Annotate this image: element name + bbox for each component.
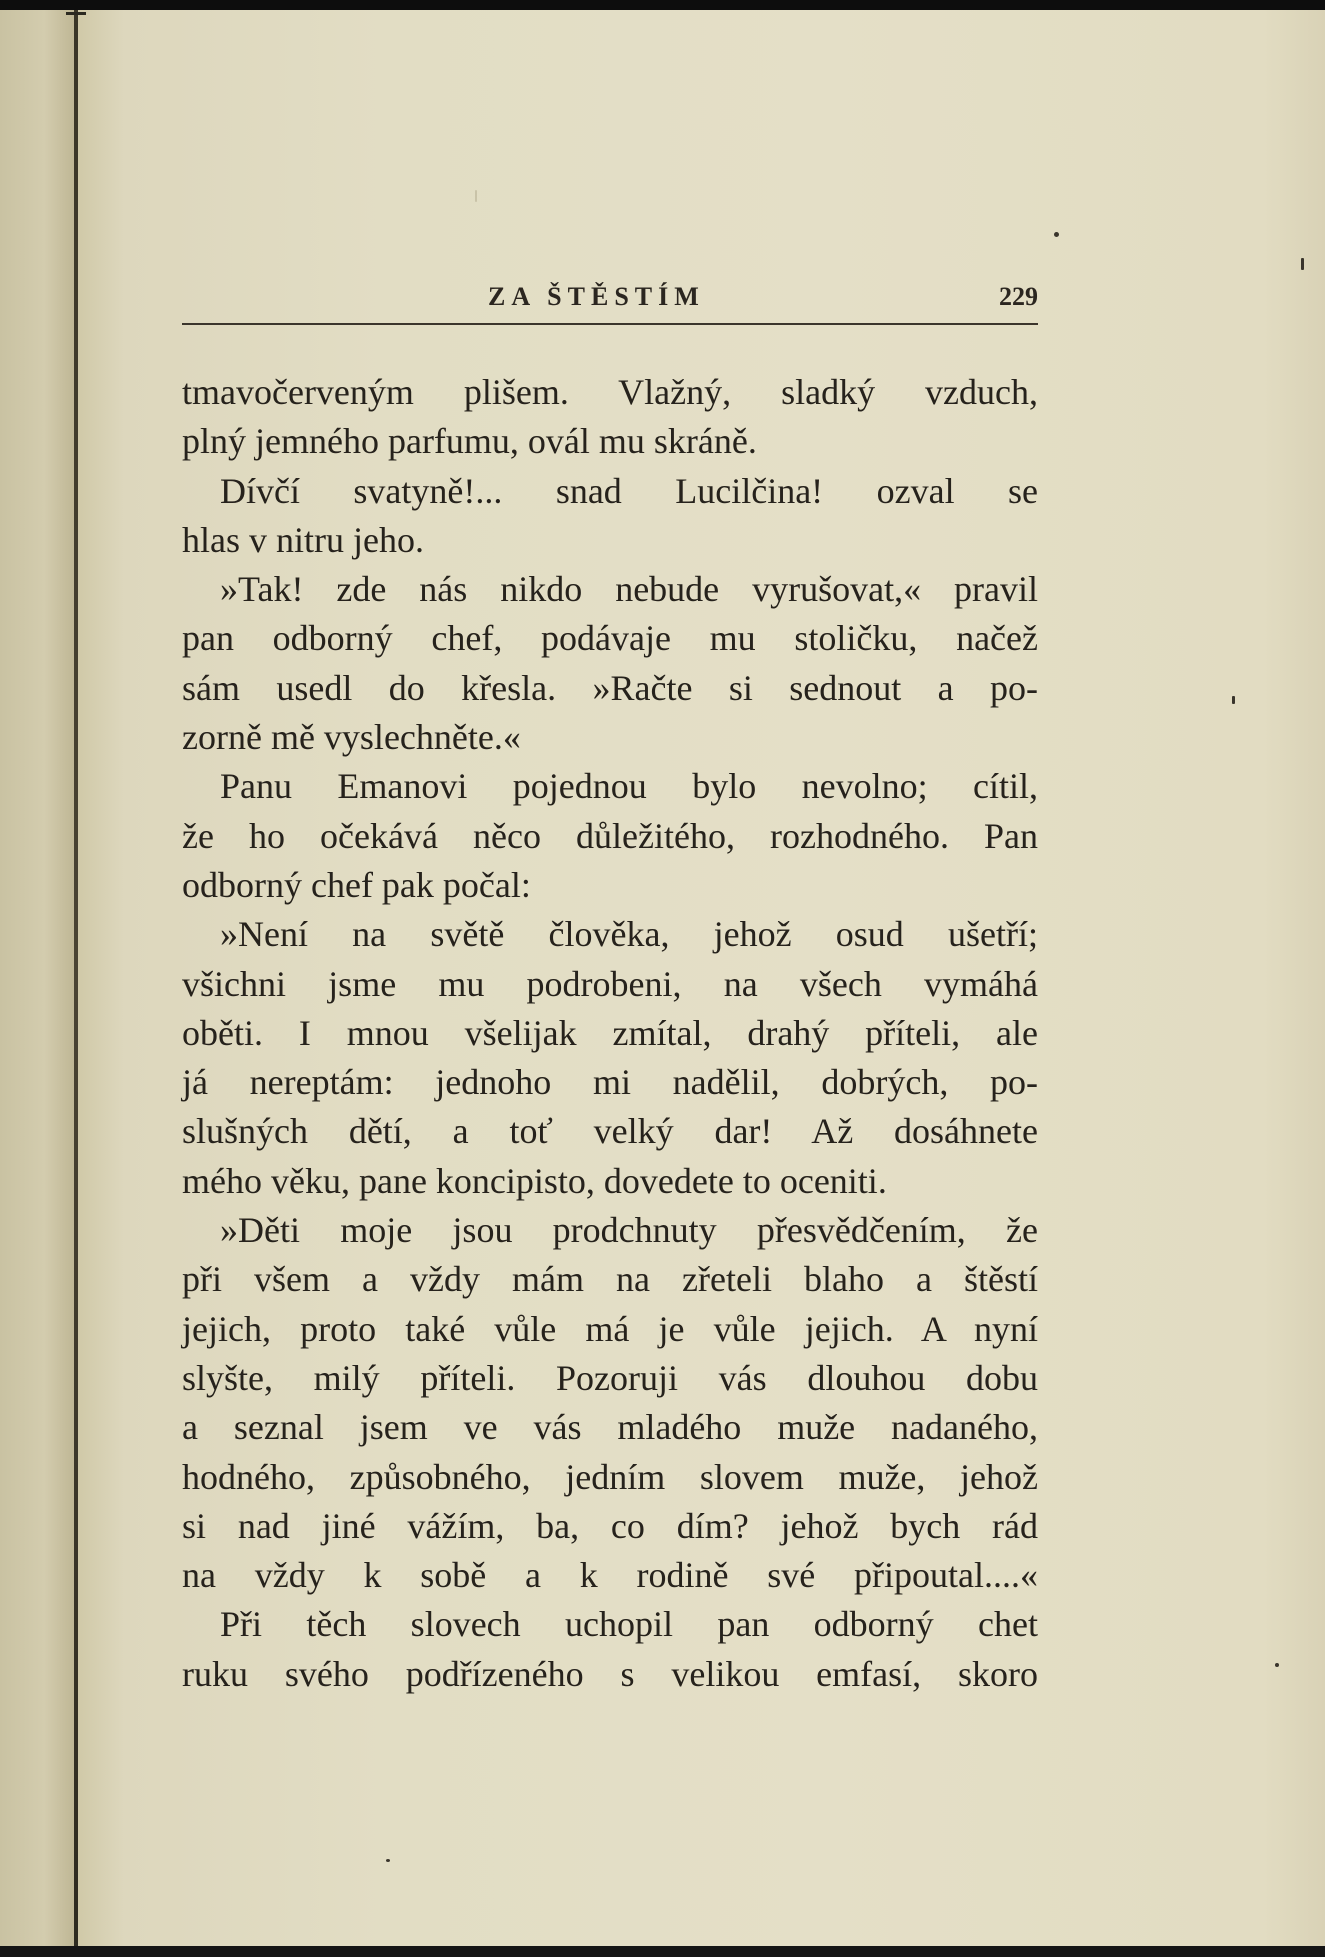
paper-speck	[386, 1859, 390, 1862]
paper-speck	[475, 190, 477, 202]
header-rule	[182, 323, 1038, 325]
text-line: si nad jiné vážím, ba, co dím? jehož bych rád	[182, 1505, 1038, 1546]
text-line: jejich, proto také vůle má je vůle jejich. A nyní	[182, 1308, 1038, 1349]
paper-speck	[1232, 696, 1235, 704]
text-line: že ho očekává něco důležitého, rozhodného. Pan	[182, 815, 1038, 856]
text-line: plný jemného parfumu, ovál mu skráně.	[182, 421, 757, 462]
text-line: »Tak! zde nás nikdo nebude vyrušovat,« pravil	[220, 569, 1038, 610]
scan-top-edge	[0, 0, 1325, 10]
text-line: odborný chef pak počal:	[182, 864, 531, 905]
text-line: »Děti moje jsou prodchnuty přesvědčením, že	[220, 1210, 1038, 1251]
binding-spine-line	[74, 10, 78, 1946]
text-line: hodného, způsobného, jedním slovem muže, jehož	[182, 1456, 1038, 1497]
text-line: pan odborný chef, podávaje mu stoličku, načež	[182, 618, 1038, 659]
text-line: na vždy k sobě a k rodině své připoutal....«	[182, 1555, 1038, 1596]
text-line: oběti. I mnou všelijak zmítal, drahý příteli, ale	[182, 1012, 1038, 1053]
body-text	[182, 368, 1038, 1699]
page-number: 229	[999, 282, 1038, 311]
text-line: hlas v nitru jeho.	[182, 519, 424, 560]
paper-speck	[1054, 232, 1059, 237]
scan-bottom-edge	[0, 1946, 1325, 1957]
text-line: všichni jsme mu podrobeni, na všech vymáhá	[182, 963, 1038, 1004]
text-line: slušných dětí, a toť velký dar! Až dosáhnete	[182, 1111, 1038, 1152]
paper-speck	[1301, 258, 1304, 270]
text-line: mého věku, pane koncipisto, dovedete to oceniti.	[182, 1160, 887, 1201]
text-line: Při těch slovech uchopil pan odborný chet	[220, 1604, 1038, 1645]
text-line: slyšte, milý příteli. Pozoruji vás dlouhou dobu	[182, 1357, 1038, 1398]
text-line: Panu Emanovi pojednou bylo nevolno; cítil,	[220, 766, 1038, 807]
text-line: ruku svého podřízeného s velikou emfasí, skoro	[182, 1653, 1038, 1694]
text-line: Dívčí svatyně!... snad Lucilčina! ozval se	[220, 470, 1038, 511]
binding-gutter	[0, 10, 74, 1946]
text-line: »Není na světě člověka, jehož osud ušetří;	[220, 914, 1038, 955]
paper-speck	[1275, 1663, 1279, 1667]
text-line: při všem a vždy mám na zřeteli blaho a štěstí	[182, 1259, 1038, 1300]
text-line: já nereptám: jednoho mi nadělil, dobrých, po-	[182, 1062, 1038, 1103]
text-line: tmavočerveným plišem. Vlažný, sladký vzduch,	[182, 372, 1038, 412]
text-line: sám usedl do křesla. »Račte si sednout a po-	[182, 667, 1038, 708]
running-header	[182, 282, 1038, 322]
text-line: zorně mě vyslechněte.«	[182, 717, 521, 758]
binding-tick-mark	[66, 12, 86, 15]
text-line: a seznal jsem ve vás mladého muže nadaného,	[182, 1407, 1038, 1448]
running-title: ZA ŠTĚSTÍM	[488, 282, 705, 311]
